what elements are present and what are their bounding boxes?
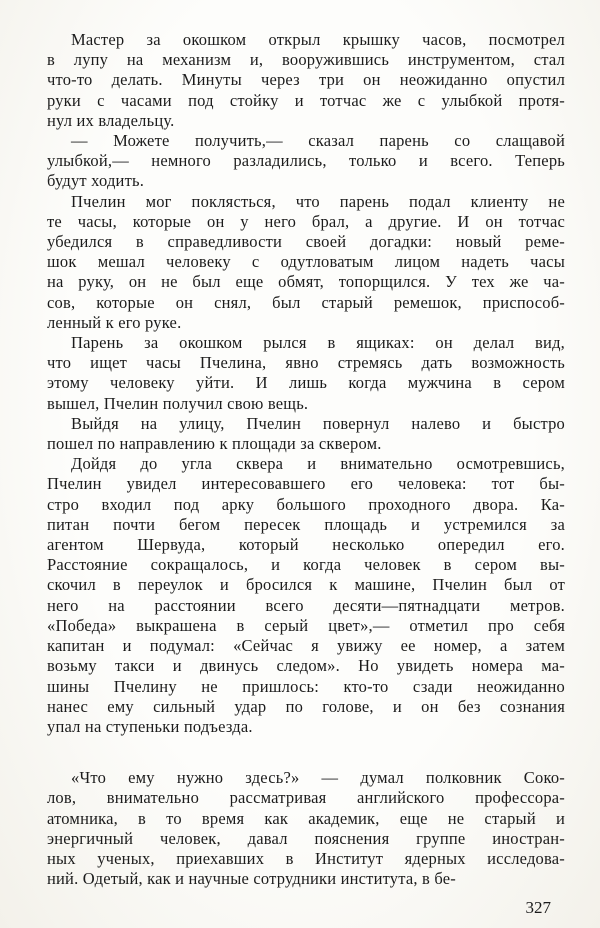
text-line: нанес ему сильный удар по голове, и он без сознания [47, 696, 565, 716]
text-line: что ищет часы Пчелина, явно стремясь дать возможность [47, 353, 565, 373]
text-line: питан почти бегом пересек площадь и устремился за [47, 514, 565, 534]
text-line: шок мешал человеку с одутловатым лицом надеть часы [47, 252, 565, 272]
text-line: Парень за окошком рылся в ящиках: он делал вид, [71, 333, 565, 353]
text-line: улыбкой,— немного разладились, только и всего. Теперь [47, 151, 565, 171]
text-line: руки с часами под стойку и тотчас же с улыбкой протя- [47, 90, 565, 110]
text-line: Выйдя на улицу, Пчелин повернул налево и быстро [71, 413, 565, 433]
text-line: вышел, Пчелин получил свою вещь. [47, 393, 309, 413]
text-line: лов, внимательно рассматривая английского профессора- [47, 788, 565, 808]
text-line: будут ходить. [47, 171, 145, 191]
paragraph [47, 30, 565, 131]
text-line: атомника, в то время как академик, еще не старый и [47, 808, 565, 828]
text-line: что-то делать. Минуты через три он неожиданно опустил [47, 70, 565, 90]
text-line: в лупу на механизм и, вооружившись инструментом, стал [47, 50, 565, 70]
text-line: возьму такси и двинусь следом». Но увидеть номера ма- [47, 656, 565, 676]
text-line: энергичный человек, давал пояснения группе иностран- [47, 828, 565, 848]
paragraph [47, 454, 565, 737]
paragraph [47, 192, 565, 333]
text-line: на руку, он не был еще обмят, топорщился. У тех же ча- [47, 272, 565, 292]
text-line: скочил в переулок и бросился к машине, Пчелин был от [47, 575, 565, 595]
text-line: ных ученых, приехавших в Институт ядерных исследова- [47, 848, 565, 868]
text-line: Мастер за окошком открыл крышку часов, посмотрел [71, 30, 565, 49]
text-line: Пчелин увидел интересовавшего его человека: тот бы- [47, 474, 565, 494]
text-line: «Что ему нужно здесь?» — думал полковник Соко- [71, 768, 565, 788]
text-block [47, 30, 565, 889]
text-line: ний. Одетый, как и научные сотрудники института, в бе- [47, 869, 456, 889]
paragraph [47, 768, 565, 889]
text-line: этому человеку уйти. И лишь когда мужчина в сером [47, 373, 565, 393]
paragraph [47, 131, 565, 192]
text-line: — Можете получить,— сказал парень со слащавой [71, 131, 565, 151]
text-line: сов, которые он снял, был старый ремешок, приспособ- [47, 292, 565, 312]
text-line: пошел по направлению к площади за сквером. [47, 434, 382, 454]
text-line: Расстояние сокращалось, и когда человек в сером вы- [47, 555, 565, 575]
text-line: агентом Шервуда, который несколько опередил его. [47, 535, 565, 555]
text-line: Пчелин мог поклясться, что парень подал клиенту не [71, 191, 565, 211]
text-line: него на расстоянии всего десяти—пятнадцати метров. [47, 595, 565, 615]
text-line: нул их владельцу. [47, 110, 175, 130]
text-line: упал на ступеньки подъезда. [47, 716, 253, 736]
page-number: 327 [525, 898, 551, 918]
text-line: шины Пчелину не пришлось: кто-то сзади неожиданно [47, 676, 565, 696]
text-line: стро входил под арку большого проходного двора. Ка- [47, 494, 565, 514]
text-line: Дойдя до угла сквера и внимательно осмотревшись, [71, 454, 565, 474]
text-line: «Победа» выкрашена в серый цвет»,— отметил про себя [47, 615, 565, 635]
text-line: те часы, которые он у него брал, а другие. И он тотчас [47, 211, 565, 231]
text-line: капитан и подумал: «Сейчас я увижу ее номер, а затем [47, 636, 565, 656]
paragraph [47, 333, 565, 414]
text-line: убедился в справедливости своей догадки: новый реме- [47, 232, 565, 252]
paragraph [47, 414, 565, 454]
text-line: ленный к его руке. [47, 312, 182, 332]
